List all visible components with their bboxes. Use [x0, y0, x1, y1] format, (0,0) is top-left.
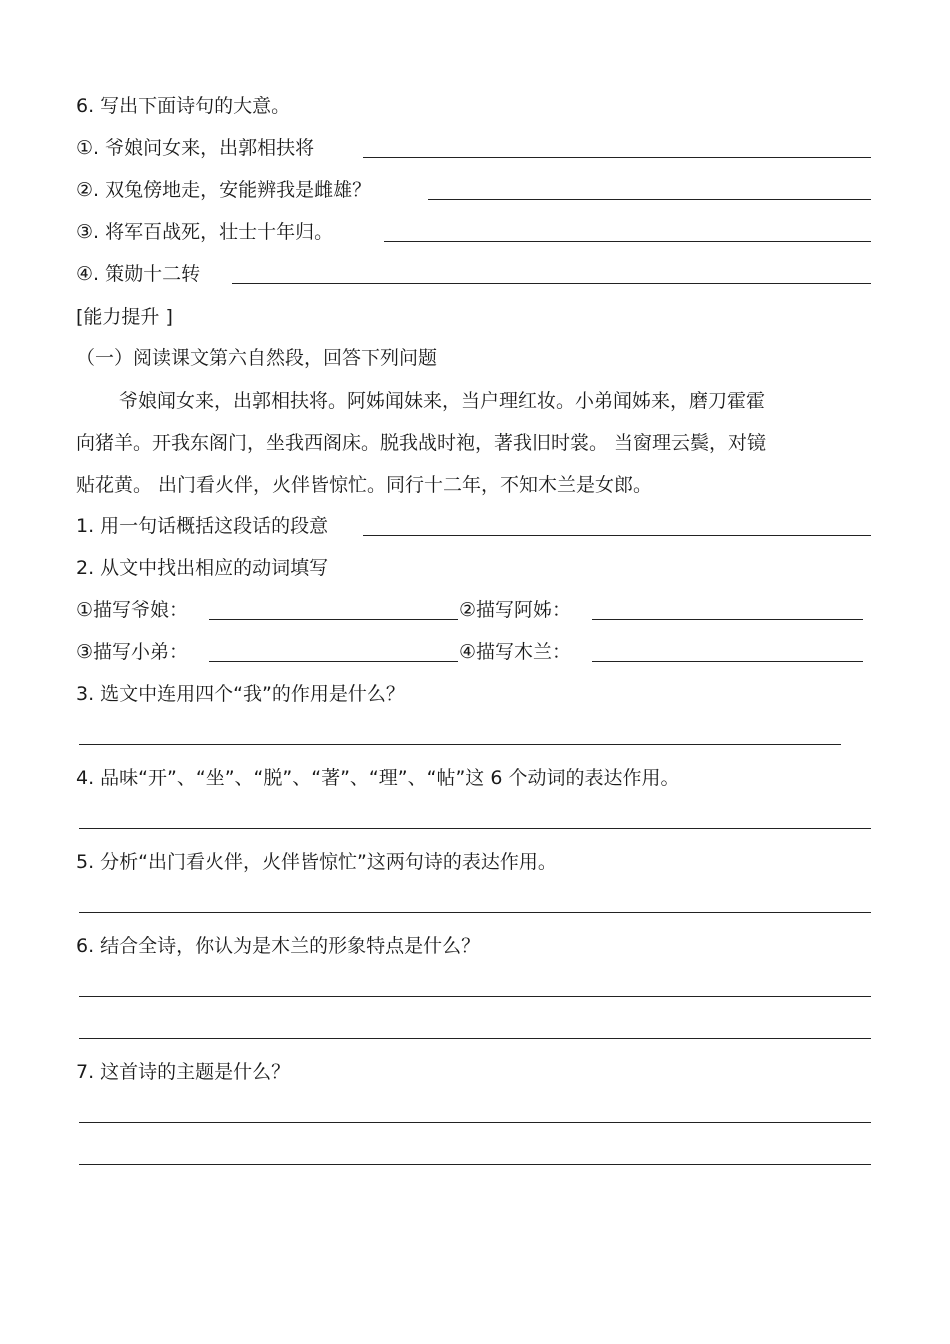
question-3-answer-line[interactable] — [79, 744, 841, 745]
q6-item-4-label: ④. 策勋十二转 — [76, 263, 201, 285]
question-7-answer-line-2[interactable] — [79, 1164, 871, 1165]
question-6-answer-line-2[interactable] — [79, 1038, 871, 1039]
q6-item-1-label: ①. 爷娘问女来，出郭相扶将 — [76, 137, 315, 159]
question-7: 7. 这首诗的主题是什么？ — [76, 1061, 291, 1083]
passage-line-1: 爷娘闻女来，出郭相扶将。阿姊闻妹来，当户理红妆。小弟闻姊来，磨刀霍霍 — [119, 390, 766, 412]
section-heading: [能力提升 ] — [76, 306, 173, 328]
question-5: 5. 分析“出门看火伴，火伴皆惊忙”这两句诗的表达作用。 — [76, 851, 557, 873]
q2-item-1-label: ①描写爷娘： — [76, 599, 189, 621]
passage-line-3: 贴花黄。 出门看火伴，火伴皆惊忙。同行十二年，不知木兰是女郎。 — [76, 474, 653, 496]
passage-line-2: 向猪羊。开我东阁门，坐我西阁床。脱我战时袍，著我旧时裳。 当窗理云鬓，对镜 — [76, 432, 767, 454]
reading-title: （一）阅读课文第六自然段，回答下列问题 — [76, 347, 438, 369]
q2-item-2-label: ②描写阿姊： — [459, 599, 572, 621]
question-1-answer-line[interactable] — [363, 535, 871, 536]
q6-item-3-label: ③. 将军百战死，壮士十年归。 — [76, 221, 334, 243]
q2-item-1-answer-line[interactable] — [209, 619, 458, 620]
q6-item-3-answer-line[interactable] — [384, 241, 871, 242]
q6-item-1-answer-line[interactable] — [363, 157, 871, 158]
question-6: 6. 结合全诗，你认为是木兰的形象特点是什么？ — [76, 935, 481, 957]
question-1: 1. 用一句话概括这段话的段意 — [76, 515, 329, 537]
q6-item-4-answer-line[interactable] — [232, 283, 871, 284]
q6-title: 6. 写出下面诗句的大意。 — [76, 95, 291, 117]
q2-item-3-answer-line[interactable] — [209, 661, 458, 662]
q6-item-2-label: ②. 双兔傍地走，安能辨我是雌雄？ — [76, 179, 372, 201]
q2-item-2-answer-line[interactable] — [592, 619, 863, 620]
q2-item-3-label: ③描写小弟： — [76, 641, 189, 663]
question-2: 2. 从文中找出相应的动词填写 — [76, 557, 329, 579]
question-4-answer-line[interactable] — [79, 828, 871, 829]
q2-item-4-answer-line[interactable] — [592, 661, 863, 662]
question-3: 3. 选文中连用四个“我”的作用是什么？ — [76, 683, 405, 705]
question-7-answer-line-1[interactable] — [79, 1122, 871, 1123]
q2-item-4-label: ④描写木兰： — [459, 641, 572, 663]
q6-item-2-answer-line[interactable] — [428, 199, 871, 200]
question-4: 4. 品味“开”、“坐”、“脱”、“著”、“理”、“帖”这 6 个动词的表达作用。 — [76, 767, 680, 789]
question-5-answer-line[interactable] — [79, 912, 871, 913]
question-6-answer-line-1[interactable] — [79, 996, 871, 997]
